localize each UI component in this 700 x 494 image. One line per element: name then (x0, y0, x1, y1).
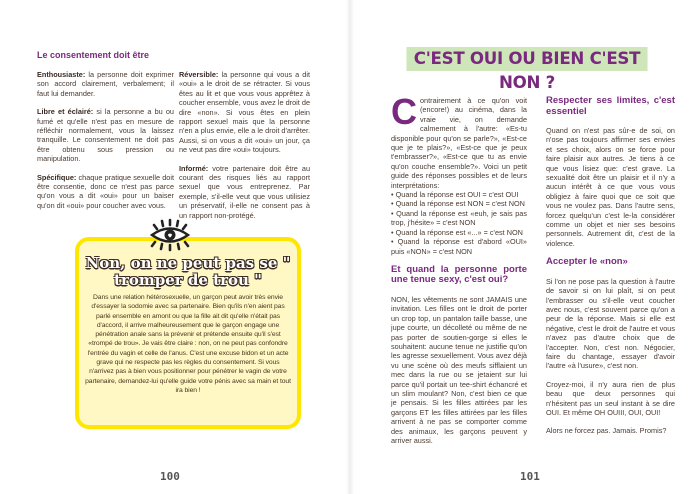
accept-heading: Accepter le «non» (546, 256, 628, 268)
item-informe: Informé: votre partenaire doit être au courant des risques liés au rapport sexuel que vous entreprenez. Par exemple, s'il-elle veut que vous utilisiez un préservatif, il-elle ne consent pas à un rapport non-protégé. (179, 163, 310, 220)
eye-icon (148, 218, 192, 252)
intro-paragraph: Contrairement à ce qu'on voit (encore!) au cinéma, dans la vraie vie, on demande calmement à l'autre: «Es-tu disponible pour qu'on se parle?», «Est-ce que je te plais?», «Est-ce que je peux t'embrasser?», «Est-ce que tu as envie qu'on couche ensemble?». Voici un petit guide des réponses possibles et de leurs interprétations: (391, 91, 527, 190)
list-item: • Quand la réponse est NON = c'est NON (391, 199, 525, 209)
left-column-1 (37, 70, 174, 219)
left-column-2 (179, 70, 310, 229)
page-number: 101 (520, 470, 540, 483)
list-item: • Quand la réponse est «euh, je sais pas trop, j'hésite» = c'est NON (391, 208, 527, 228)
list-item: • Quand la réponse est «...» = c'est NON (391, 227, 523, 237)
page-title: C'EST OUI OU BIEN C'EST NON ? (406, 47, 647, 71)
section-heading: Le consentement doit être (37, 50, 150, 60)
right-column-2 (546, 96, 675, 445)
limits-paragraph: Quand on n'est pas sûr-e de soi, on n'ose pas toujours affirmer ses envies et ses choix, alors on se force pour faire plaisir aux autres. Je tiens à ce que vous lisiez que: c'est grave. La sexualité doit être un plaisir et il n'y a aucun intérêt à ce que vous vous obligiez à faire quoi que ce soit que vous ne voulez pas. Dans l'autre sens, forcez quelqu'un c'est le-la considérer comme un objet et nier ses besoins personnels. Autrement dit, c'est de la violence. (546, 126, 675, 248)
item-reversible: Réversible: la personne qui vous a dit «oui» a le droit de se rétracter. Si vous êtes au lit et que vous vous apprêtez à coucher ensemble, vous avez le droit de dire «non». Si vous êtes en plein rapport sexuel mais que la personne n'en a plus envie, elle a le droit d'arrêter. Aussi, si on vous a dit «oui» un jour, ça ne veut pas dire «oui» toujours. (179, 70, 310, 155)
info-box (75, 237, 301, 429)
item-libre: Libre et éclairé: si la personne a bu ou fumé et qu'elle n'est pas en mesure de réfléchir normalement, vous la laissez tranquille. Le consentement ne doit pas être obtenu sous pression ou manipulation. (37, 107, 174, 164)
right-column-1 (391, 91, 527, 454)
page-number: 100 (160, 470, 180, 483)
accept-paragraph: Si l'on ne pose pas la question à l'autre de savoir si on lui plaît, si on peut l'embrasser ou s'il-elle veut coucher avec nous, c'est souvent parce qu'on a peur de la réponse. Mais si elle est négative, c'est le droit de l'autre et vous n'avez pas d'autre choix que de l'accepter. Non, c'est non. Négocier, faire du chantage, essayer d'avoir l'autre «à l'usure», c'est non. (546, 276, 675, 371)
croyez-paragraph: Croyez-moi, il n'y aura rien de plus beau que deux personnes qui n'hésitent pas un seul instant à se dire OUI. Et même OH OUIII, OUI, OUI! (546, 379, 675, 418)
box-title: Non, on ne peut pas se " tromper de trou " (85, 254, 291, 289)
sexy-heading: Et quand la personne porte une tenue sexy, c'est oui? (391, 263, 527, 286)
list-item: • Quand la réponse est d'abord «OUI» puis «NON» = c'est NON (391, 237, 527, 256)
drop-cap: C (391, 91, 417, 132)
answer-list (391, 190, 527, 256)
right-page (350, 0, 700, 494)
box-text: Dans une relation hétérosexuelle, un garçon peut avoir très envie d'essayer la sodomie avec sa partenaire. Bien qu'ils n'en aient pas parlé ensemble en amont ou que la fille ait dit qu'elle n'était pas d'accord, il arrive malheureusement que le garçon engage une pénétration anale sans la prévenir et prétende ensuite qu'il s'est «trompé de trou». Je vais être claire : non, on ne peut pas confondre l'entrée du vagin et celle de l'anus. C'est une excuse bidon et un acte grave qui ne respecte pas les règles du consentement. Si vous n'arrivez pas à bien vous positionner pour pénétrer le vagin de votre partenaire, demandez-lui qu'elle guide votre pénis avec sa main et tout ira bien ! (85, 294, 291, 394)
item-specifique: Spécifique: chaque pratique sexuelle doit être consentie, donc ce n'est pas parce qu'on vous a dit «oui» pour un baiser qu'on dit «oui» pour coucher avec vous. (37, 172, 174, 210)
item-enthousiaste: Enthousiaste: la personne doit exprimer son accord clairement, verbalement; il faut lui demander. (37, 70, 174, 98)
limits-heading: Respecter ses limites, c'est essentiel (546, 95, 675, 117)
sexy-paragraph: NON, les vêtements ne sont JAMAIS une invitation. Les filles ont le droit de porter un crop top, un pantalon taille basse, une jupe courte, un décolleté ou même de ne pas porter de soutien-gorge si elles le souhaitent: aucune tenue ne justifie qu'on les agresse sexuellement. Vous avez déjà vu une scène où des meufs sifflaient un mec dans la rue ou se jetaient sur lui parce qu'il portait un tee-shirt échancré et un slim moulant? Non, c'est bien ce que je pensais. Si les filles attirées par les garçons ET les filles attirées par les filles arrivent à ne pas se comporter comme des animaux, les garçons peuvent y arriver aussi. (391, 294, 527, 445)
final-paragraph: Alors ne forcez pas. Jamais. Promis? (546, 426, 667, 436)
list-item: • Quand la réponse est OUI = c'est OUI (391, 190, 519, 200)
